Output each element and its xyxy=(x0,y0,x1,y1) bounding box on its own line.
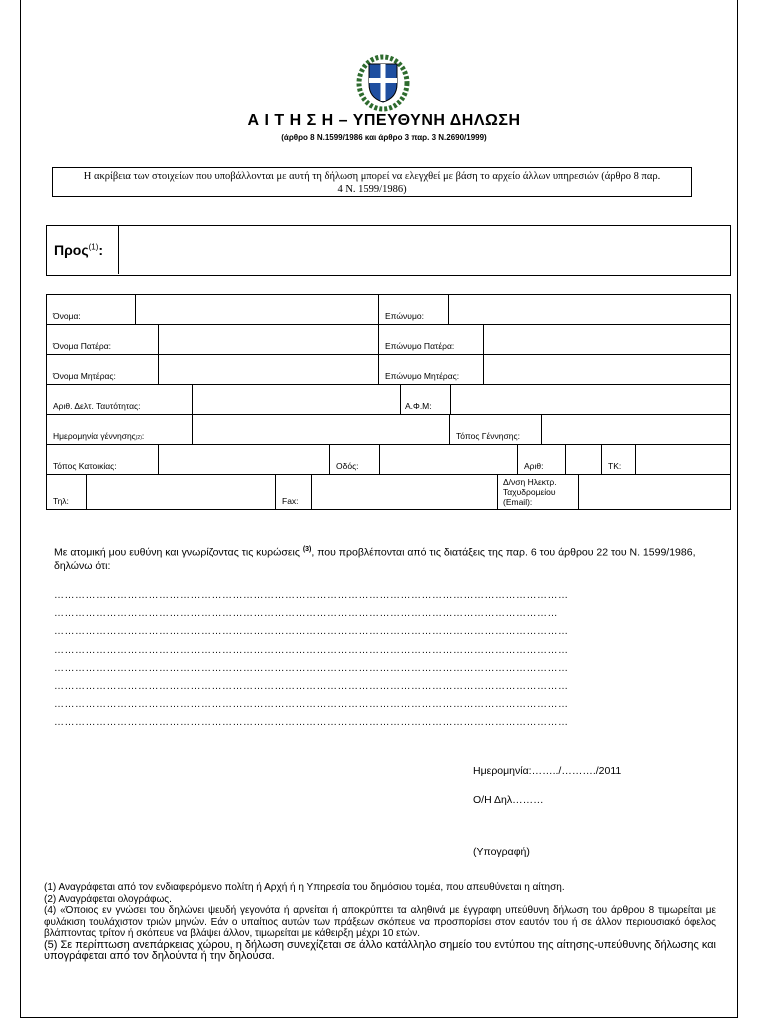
dotted-line: ………………………………………………………………………………………………………………………………… xyxy=(54,662,569,674)
street-input[interactable] xyxy=(380,445,518,474)
signature-line: (Υπογραφή) xyxy=(473,846,530,858)
footnote-4: (4) «Όποιος εν γνώσει του δηλώνει ψευδή γεγονότα ή αρνείται ή αποκρύπτει τα αληθινά με έγγραφη υπεύθυνη δήλωση του άρθρου 8 τιμωρείται με φυλάκιση τουλάχιστον τριών μηνών. Εάν ο υπαίτιος αυτών των πράξεων σκόπευε να προσπορίσει στον εαυτόν του ή σε άλλον περιουσιακό όφελος βλάπτοντας τρίτον ή σκόπευε να βλάψει άλλον, τιμωρείται με κάθειρξη μέχρι 10 ετών. xyxy=(44,905,716,939)
mother-name-input[interactable] xyxy=(159,355,379,384)
table-row xyxy=(46,414,731,444)
footnote-2: (2) Αναγράφεται ολογράφως. xyxy=(44,893,172,905)
first-name-input[interactable] xyxy=(136,295,379,324)
email-input[interactable] xyxy=(579,475,730,509)
street-label: Οδός: xyxy=(330,445,380,474)
afm-label: Α.Φ.Μ: xyxy=(401,385,451,414)
fax-label: Fax: xyxy=(276,475,312,509)
dotted-line: ………………………………………………………………………………………………………………………………… xyxy=(54,590,569,601)
id-number-label: Αριθ. Δελτ. Ταυτότητας: xyxy=(47,385,193,414)
dotted-line: ………………………………………………………………………………………………………………………………… xyxy=(54,644,569,656)
table-row xyxy=(46,294,731,324)
fax-input[interactable] xyxy=(312,475,498,509)
father-name-label: Όνομα Πατέρα: xyxy=(47,325,159,354)
declaration-lines[interactable] xyxy=(54,590,719,736)
birth-date-input[interactable] xyxy=(193,415,450,444)
date-line: Ημερομηνία:……../………./2011 xyxy=(473,765,622,777)
recipient-label: Προς$^{(1)}$: xyxy=(47,226,119,274)
surname-label: Επώνυμο: xyxy=(379,295,449,324)
footnotes xyxy=(44,882,716,963)
birth-date-label: Ημερομηνία γέννησης $_{(2)}$ : xyxy=(47,415,193,444)
surname-input[interactable] xyxy=(449,295,730,324)
postal-code-label: ΤΚ: xyxy=(602,445,636,474)
phone-label: Τηλ: xyxy=(47,475,87,509)
afm-input[interactable] xyxy=(451,385,730,414)
residence-label: Τόπος Κατοικίας: xyxy=(47,445,159,474)
dotted-line: ………………………………………………………………………………………………………………………………… xyxy=(54,699,569,711)
recipient-field[interactable] xyxy=(120,226,730,275)
number-input[interactable] xyxy=(566,445,602,474)
father-name-input[interactable] xyxy=(159,325,379,354)
dotted-line: ………………………………………………………………………………………………………………………………… xyxy=(54,680,569,692)
dotted-line: ………………………………………………………………………………………………………………………………… xyxy=(54,626,569,638)
email-label: Δ/νση Ηλεκτρ. Ταχυδρομείου (Email): xyxy=(498,475,579,509)
mother-surname-label: Επώνυμο Μητέρας: xyxy=(379,355,484,384)
greek-coat-of-arms-icon xyxy=(356,52,410,112)
declarant-line: Ο/Η Δηλ……… xyxy=(473,794,544,806)
birth-place-input[interactable] xyxy=(542,415,730,444)
phone-input[interactable] xyxy=(87,475,276,509)
document-subtitle: (άρθρο 8 Ν.1599/1986 και άρθρο 3 παρ. 3 Ν.2690/1999) xyxy=(281,133,487,142)
birth-place-label: Τόπος Γέννησης: xyxy=(450,415,542,444)
table-row xyxy=(46,324,731,354)
personal-details-table xyxy=(46,294,731,510)
dotted-line: ………………………………………………………………………………………………………………………………… xyxy=(54,717,569,729)
table-row xyxy=(46,474,731,510)
residence-input[interactable] xyxy=(159,445,330,474)
postal-code-input[interactable] xyxy=(636,445,730,474)
table-row xyxy=(46,354,731,384)
table-row xyxy=(46,444,731,474)
father-surname-input[interactable] xyxy=(484,325,730,354)
table-row xyxy=(46,384,731,414)
accuracy-notice: Η ακρίβεια των στοιχείων που υποβάλλονται με αυτή τη δήλωση μπορεί να ελεγχθεί με βάση το αρχείο άλλων υπηρεσιών (άρθρο 8 παρ. 4 Ν. 1599/1986) xyxy=(52,167,692,197)
footnote-5: (5) Σε περίπτωση ανεπάρκειας χώρου, η δήλωση συνεχίζεται σε άλλο κατάλληλο σημείο του εντύπου της αίτησης-υπεύθυνης δήλωσης και υπογράφεται από τον δηλούντα ή την δηλούσα. xyxy=(44,938,716,962)
mother-surname-input[interactable] xyxy=(484,355,730,384)
number-label: Αριθ: xyxy=(518,445,566,474)
mother-name-label: Όνομα Μητέρας: xyxy=(47,355,159,384)
dotted-line: ……………………………………………………………………………………………………………………………… xyxy=(54,608,558,620)
first-name-label: Όνομα: xyxy=(47,295,136,324)
id-number-input[interactable] xyxy=(193,385,401,414)
footnote-1: (1) Αναγράφεται από τον ενδιαφερόμενο πολίτη ή Αρχή ή η Υπηρεσία του δημόσιου τομέα, που απευθύνεται η αίτηση. xyxy=(44,882,565,893)
document-title: Α Ι Τ Η Σ Η – ΥΠΕΥΘΥΝΗ ΔΗΛΩΣΗ xyxy=(247,112,521,129)
father-surname-label: Επώνυμο Πατέρα: xyxy=(379,325,484,354)
recipient-box xyxy=(46,225,731,276)
declaration-text: Με ατομική μου ευθύνη και γνωρίζοντας τις κυρώσεις $^{(3)}$, που προβλέπονται από τις διατάξεις της παρ. 6 του άρθρου 22 του Ν. 1599/1986, δηλώνω ότι: xyxy=(54,546,696,572)
